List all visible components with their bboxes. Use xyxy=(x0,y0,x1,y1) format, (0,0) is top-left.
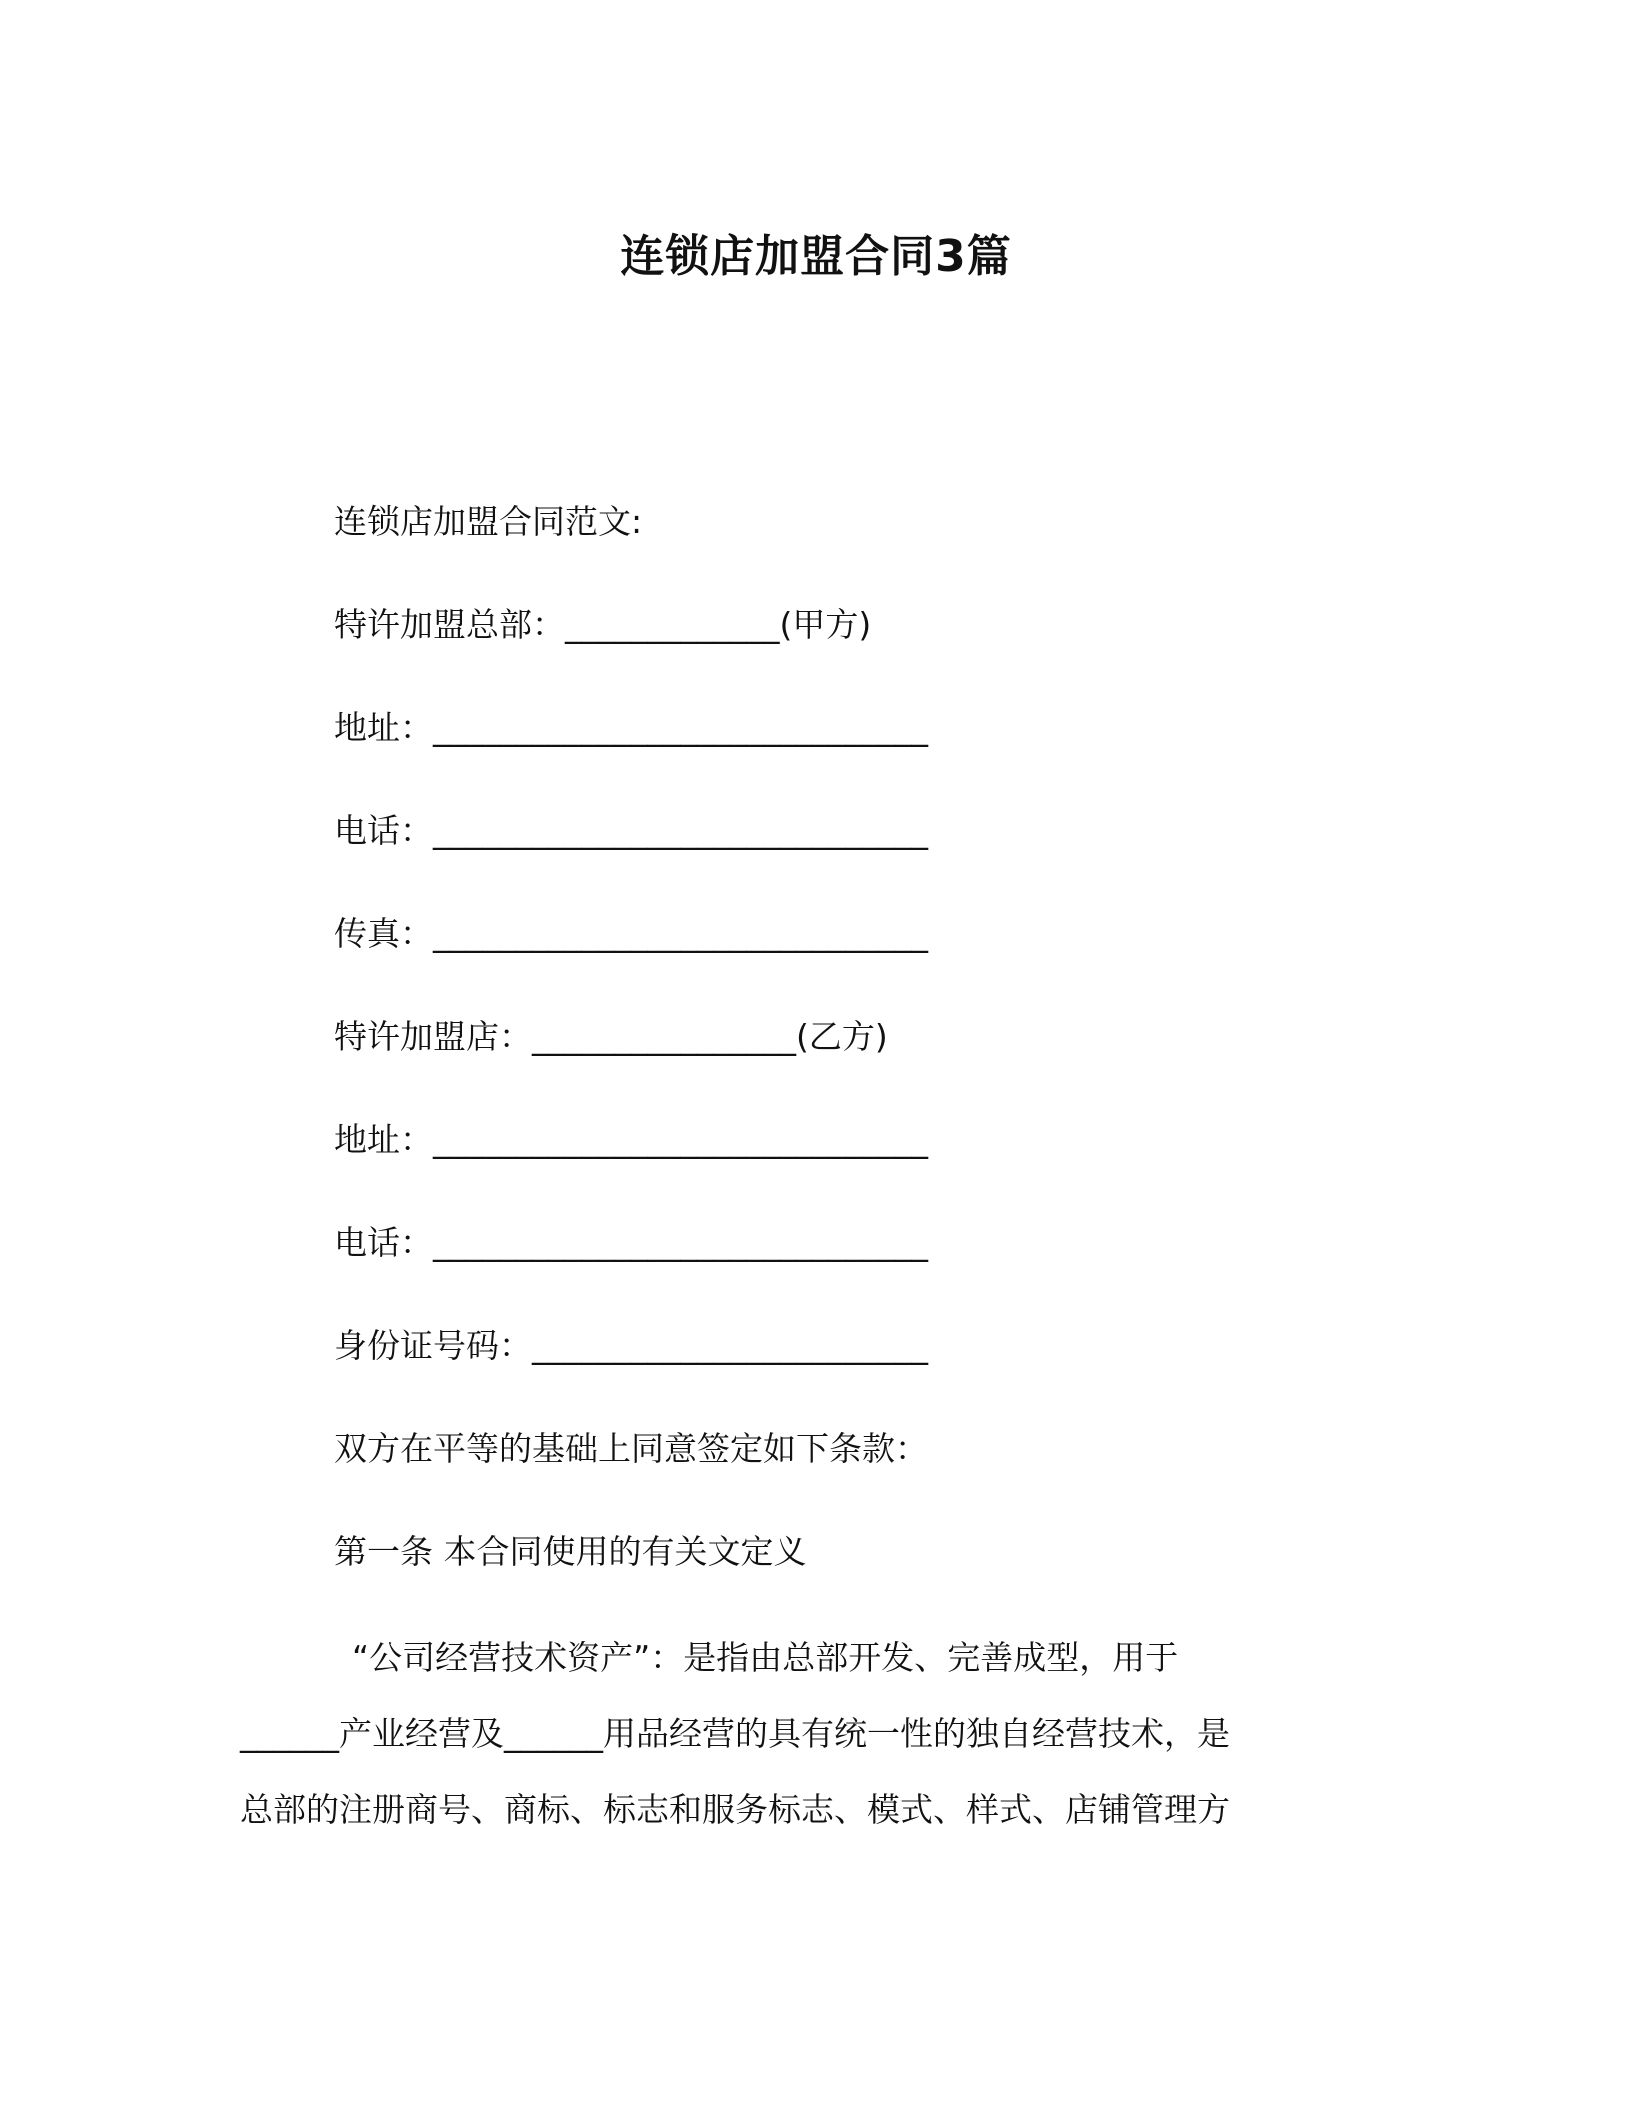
franchisee-address-line: 地址：______________________________ xyxy=(334,1120,928,1159)
article-one-heading: 第一条 本合同使用的有关文定义 xyxy=(334,1532,807,1571)
franchisee-phone-line: 电话：______________________________ xyxy=(334,1223,928,1262)
paragraph-line-2: ______产业经营及______用品经营的具有统一性的独自经营技术，是 xyxy=(240,1714,1230,1753)
franchisor-line: 特许加盟总部：_____________(甲方) xyxy=(334,605,872,644)
document-title: 连锁店加盟合同3篇 xyxy=(620,231,1012,282)
franchisor-address-line: 地址：______________________________ xyxy=(334,708,928,747)
franchisee-line: 特许加盟店：________________(乙方) xyxy=(334,1017,888,1056)
paragraph-line-3: 总部的注册商号、商标、标志和服务标志、模式、样式、店铺管理方 xyxy=(240,1790,1230,1829)
intro-line: 连锁店加盟合同范文: xyxy=(334,502,643,541)
franchisor-phone-line: 电话：______________________________ xyxy=(334,811,928,850)
definition-paragraph xyxy=(240,1620,1390,1848)
paragraph-line-1: “公司经营技术资产”：是指由总部开发、完善成型，用于 xyxy=(352,1638,1179,1677)
id-number-line: 身份证号码：________________________ xyxy=(334,1326,928,1365)
franchisor-fax-line: 传真：______________________________ xyxy=(334,914,928,953)
agreement-line: 双方在平等的基础上同意签定如下条款： xyxy=(334,1429,928,1468)
